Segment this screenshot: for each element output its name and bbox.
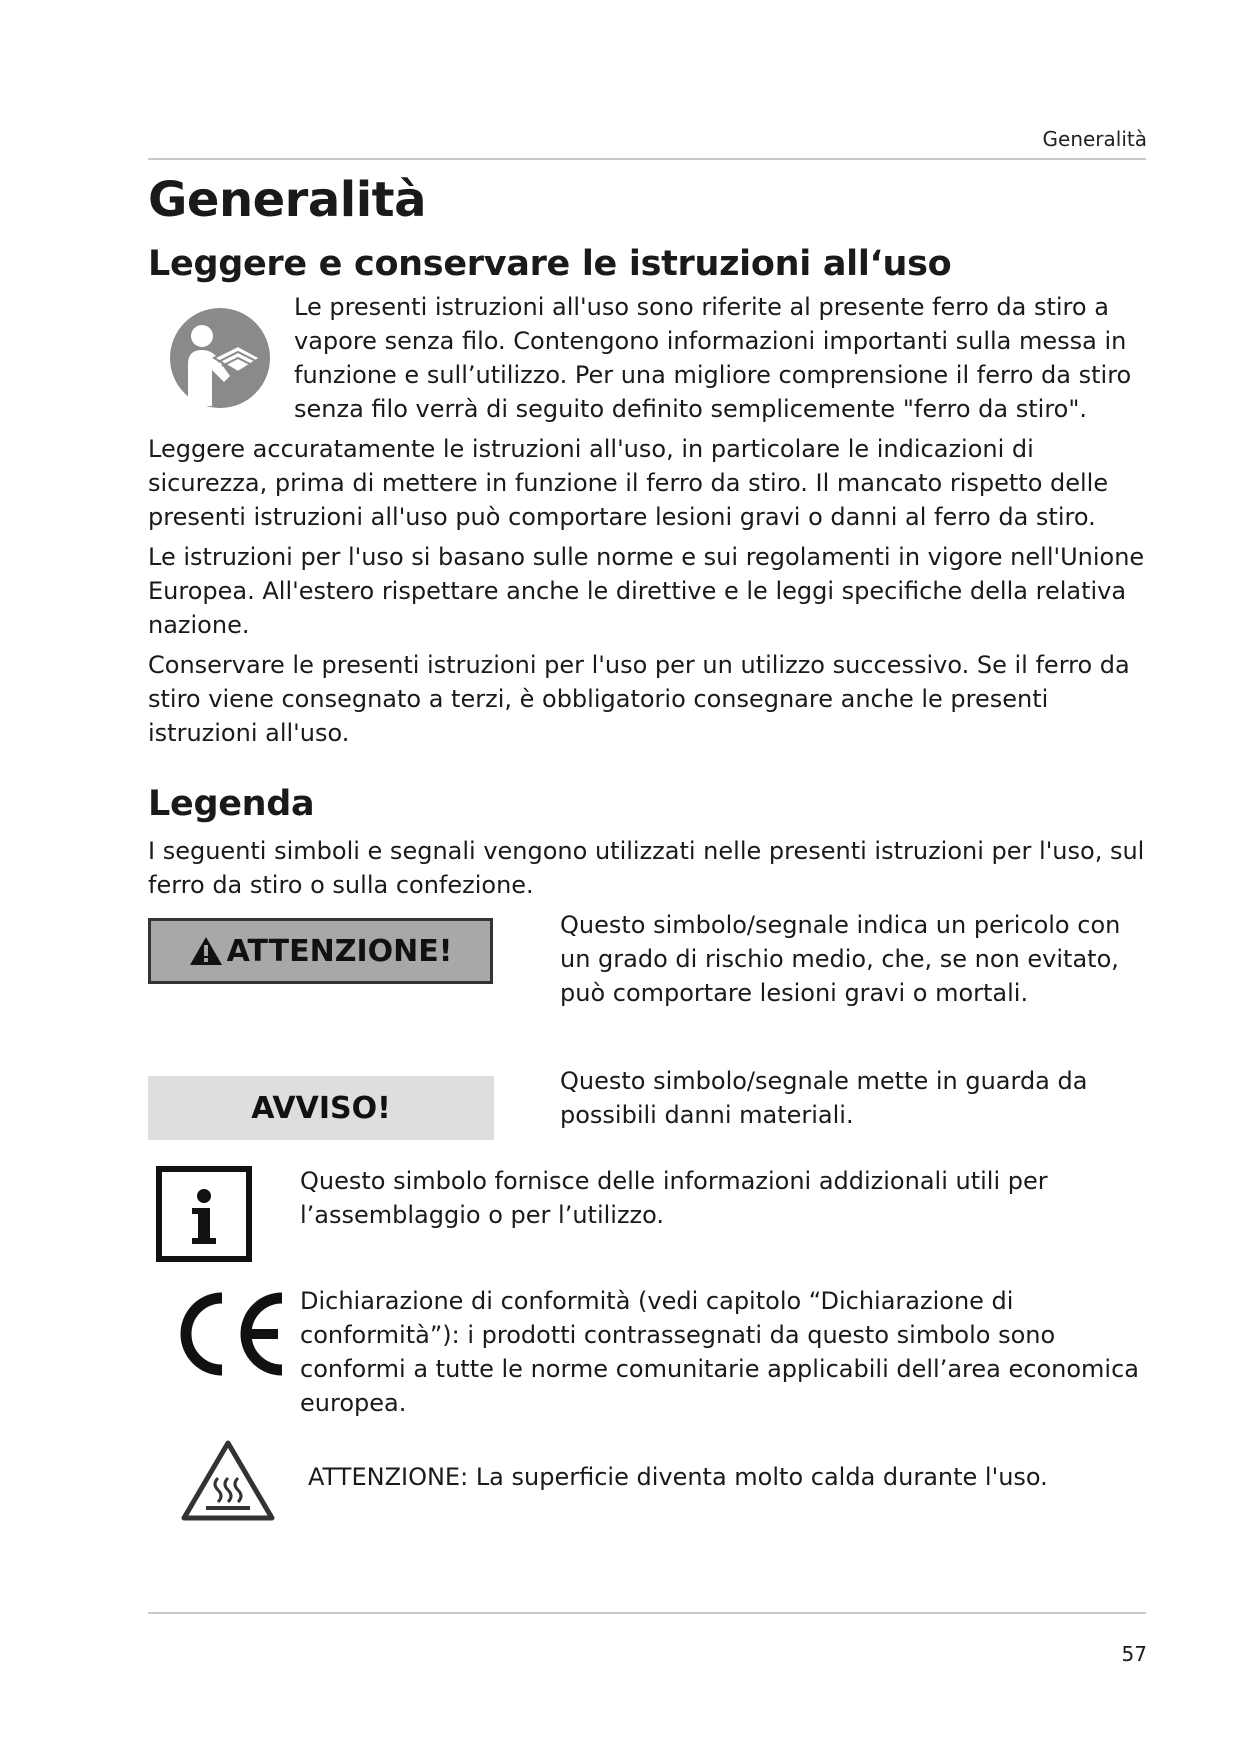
hot-surface-description: ATTENZIONE: La superficie diventa molto calda durante l'uso.	[308, 1463, 1048, 1491]
notice-description: Questo simbolo/segnale mette in guarda da possibili danni materiali.	[560, 1067, 1088, 1129]
intro-paragraph: Le presenti istruzioni all'uso sono riferite al presente ferro da stiro a vapore senza filo. Contengono informazioni importanti sulla messa in funzione e sull’utilizzo. Per una migliore comprensione il ferro da stiro senza filo verrà di seguito definito semplicemente "ferro da stiro".	[294, 293, 1132, 423]
running-header: Generalità	[1042, 127, 1147, 151]
notice-label: AVVISO!	[251, 1090, 391, 1126]
page-number: 57	[1121, 1642, 1147, 1666]
paragraph-regulations: Le istruzioni per l'uso si basano sulle norme e sui regolamenti in vigore nell'Unione Europea. All'estero rispettare anche le direttive e le leggi specifiche della relativa nazione.	[148, 543, 1145, 639]
legend-intro: I seguenti simboli e segnali vengono utilizzati nelle presenti istruzioni per l'uso, sul ferro da stiro o sulla confezione.	[148, 837, 1145, 899]
ce-description: Dichiarazione di conformità (vedi capitolo “Dichiarazione di conformità”): i prodotti contrassegnati da questo simbolo sono conformi a tutte le norme comunitarie applicabili dell’area economica europea.	[300, 1287, 1139, 1417]
paragraph-safety: Leggere accuratamente le istruzioni all'uso, in particolare le indicazioni di sicurezza, prima di mettere in funzione il ferro da stiro. Il mancato rispetto delle presenti istruzioni all'uso può comportare lesioni gravi o danni al ferro da stiro.	[148, 435, 1109, 531]
section-heading-read-instructions: Leggere e conservare le istruzioni all‘uso	[148, 244, 952, 284]
footer-rule	[148, 1612, 1146, 1614]
warning-triangle-icon	[189, 936, 223, 966]
ce-mark-icon	[170, 1290, 290, 1378]
warning-signal-box	[148, 918, 493, 984]
header-rule	[148, 158, 1146, 160]
legend-heading: Legenda	[148, 784, 315, 824]
read-manual-icon	[168, 306, 272, 410]
page-title: Generalità	[148, 172, 426, 228]
hot-surface-icon	[180, 1438, 276, 1524]
warning-description: Questo simbolo/segnale indica un pericolo con un grado di rischio medio, che, se non evitato, può comportare lesioni gravi o mortali.	[560, 911, 1121, 1007]
notice-signal-box	[148, 1076, 494, 1140]
paragraph-keep: Conservare le presenti istruzioni per l'uso per un utilizzo successivo. Se il ferro da stiro viene consegnato a terzi, è obbligatorio consegnare anche le presenti istruzioni all'uso.	[148, 651, 1130, 747]
info-description: Questo simbolo fornisce delle informazioni addizionali utili per l’assemblaggio o per l’utilizzo.	[300, 1167, 1048, 1229]
info-icon	[156, 1166, 252, 1262]
warning-label: ATTENZIONE!	[226, 933, 453, 969]
